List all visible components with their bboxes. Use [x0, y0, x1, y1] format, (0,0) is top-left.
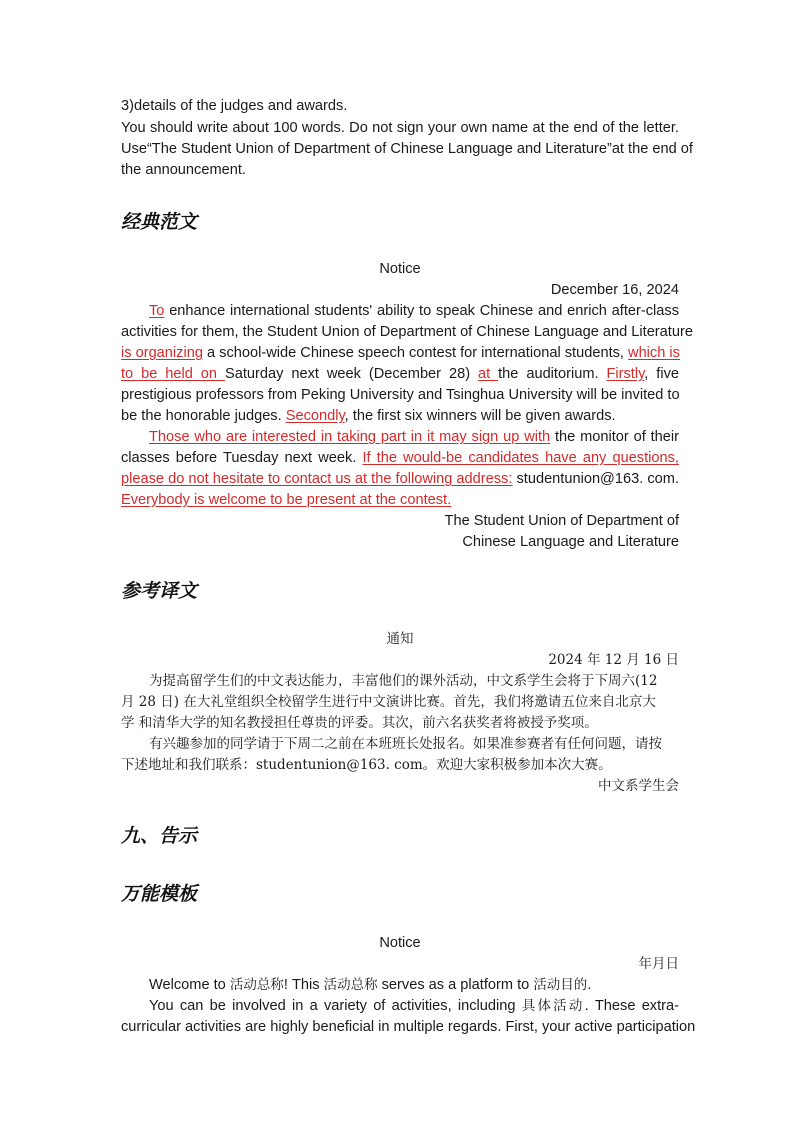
- notice-p1-line-1: To enhance international students' ability to speak Chinese and enrich after-class: [149, 303, 679, 319]
- template-title: Notice: [379, 935, 421, 951]
- translation-signature: 中文系学生会: [598, 778, 679, 794]
- notice-p1-line-4: to be held on Saturday next week (December 28) at the auditorium. Firstly, five: [121, 366, 679, 382]
- translation-line-5: 下述地址和我们联系：studentunion@163. com。欢迎大家积极参加本次大赛。: [121, 757, 612, 773]
- section-heading-template: 万能模板: [121, 883, 198, 905]
- notice-p2-line-2: classes before Tuesday next week. If the would-be candidates have any questions,: [121, 450, 679, 466]
- notice-signature-line-1: The Student Union of Department of: [444, 513, 679, 529]
- translation-line-3: 学 和清华大学的知名教授担任尊贵的评委。其次，前六名获奖者将被授予奖项。: [121, 715, 598, 731]
- notice-title: Notice: [379, 261, 421, 277]
- template-date: 年月日: [638, 956, 679, 972]
- section-heading-model-essay: 经典范文: [121, 211, 198, 233]
- notice-date: December 16, 2024: [550, 282, 679, 298]
- section-heading-notices: 九、告示: [121, 825, 198, 847]
- translation-line-1: 为提高留学生们的中文表达能力，丰富他们的课外活动，中文系学生会将于下周六(12: [149, 673, 658, 689]
- section-heading-translation: 参考译文: [121, 580, 198, 602]
- translation-date: 2024 年 12 月 16 日: [548, 652, 679, 668]
- template-line-1: Welcome to 活动总称! This 活动总称 serves as a platform to 活动目的.: [149, 977, 592, 993]
- notice-p2-line-3: please do not hesitate to contact us at the following address: studentunion@163. com.: [121, 471, 679, 487]
- notice-p1-line-5: prestigious professors from Peking University and Tsinghua University will be invited to: [121, 387, 680, 403]
- notice-signature-line-2: Chinese Language and Literature: [462, 534, 679, 550]
- intro-line-1: 3)details of the judges and awards.: [121, 98, 348, 114]
- template-line-3: curricular activities are highly beneficial in multiple regards. First, your active participation: [121, 1019, 696, 1035]
- notice-p1-line-6: be the honorable judges. Secondly, the first six winners will be given awards.: [121, 408, 616, 424]
- intro-line-2: You should write about 100 words. Do not sign your own name at the end of the letter.: [121, 120, 679, 136]
- notice-p2-line-4: Everybody is welcome to be present at the contest.: [121, 492, 452, 508]
- template-line-2: You can be involved in a variety of activities, including 具体活动. These extra-: [149, 998, 679, 1014]
- translation-line-2: 月 28 日) 在大礼堂组织全校留学生进行中文演讲比赛。首先，我们将邀请五位来自北京大: [121, 694, 656, 710]
- notice-p1-line-3: is organizing a school-wide Chinese speech contest for international students, which is: [121, 345, 680, 361]
- intro-line-4: the announcement.: [121, 162, 246, 178]
- intro-line-3: Use“The Student Union of Department of Chinese Language and Literature”at the end of: [121, 141, 693, 157]
- red-phrase: To: [149, 303, 165, 319]
- notice-p2-line-1: Those who are interested in taking part in it may sign up with the monitor of their: [149, 429, 679, 445]
- translation-line-4: 有兴趣参加的同学请于下周二之前在本班班长处报名。如果准参赛者有任何问题，请按: [149, 736, 662, 752]
- notice-p1-line-2: activities for them, the Student Union of Department of Chinese Language and Literature: [121, 324, 693, 340]
- translation-title: 通知: [386, 631, 414, 647]
